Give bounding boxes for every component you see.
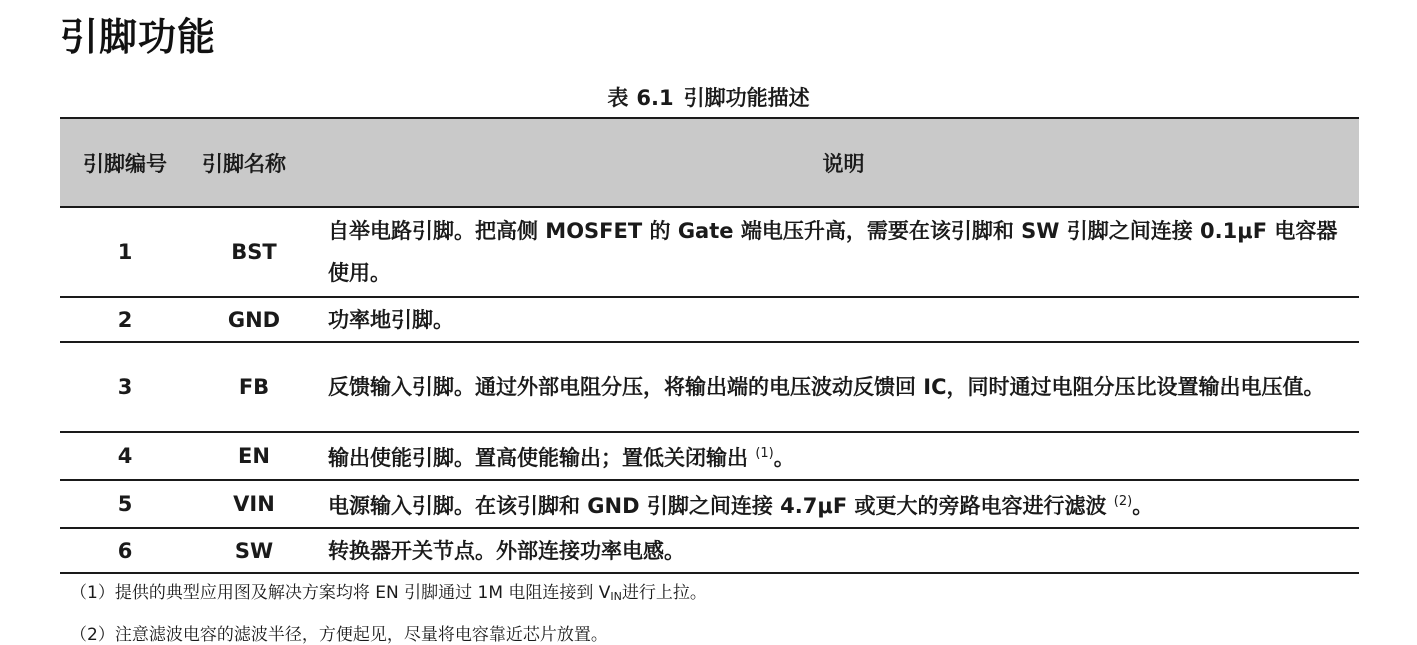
pin-number-cell: 1 — [60, 207, 190, 297]
footnote-reference: (1) — [755, 446, 774, 461]
footnote-marker: （2） — [70, 625, 115, 645]
pin-name-cell: BST — [190, 207, 328, 297]
pin-description-cell: 转换器开关节点。外部连接功率电感。 — [328, 528, 1359, 573]
table-row — [60, 432, 1359, 480]
footnote-marker: （1） — [70, 583, 115, 603]
table-caption-prefix: 表 — [607, 86, 629, 110]
footnote-subscript: IN — [610, 590, 622, 603]
table-row — [60, 480, 1359, 528]
pin-description-text: 输出使能引脚。置高使能输出；置低关闭输出 — [328, 446, 748, 470]
pin-number-cell: 4 — [60, 432, 190, 480]
footnote-1 — [70, 578, 707, 603]
pin-number-cell: 2 — [60, 297, 190, 342]
description-trailing: 。 — [1132, 494, 1154, 518]
table-row — [60, 342, 1359, 432]
table-caption-title: 引脚功能描述 — [683, 86, 810, 110]
pin-description-cell: 自举电路引脚。把高侧 MOSFET 的 Gate 端电压升高，需要在该引脚和 SW 引脚之间连接 0.1μF 电容器使用。 — [328, 207, 1359, 297]
footnote-text-after: 进行上拉。 — [621, 583, 707, 603]
description-trailing: 。 — [773, 446, 795, 470]
pin-function-table — [60, 117, 1359, 574]
pin-name-cell: FB — [190, 342, 328, 432]
footnote-text: 提供的典型应用图及解决方案均将 EN 引脚通过 1M 电阻连接到 V — [114, 583, 611, 603]
table-row — [60, 207, 1359, 297]
pin-name-cell: SW — [190, 528, 328, 573]
pin-number-cell: 6 — [60, 528, 190, 573]
pin-description-cell — [328, 432, 1359, 480]
footnote-reference: (2) — [1113, 494, 1133, 509]
pin-name-cell: GND — [190, 297, 328, 342]
footnote-text: 注意滤波电容的滤波半径，方便起见，尽量将电容靠近芯片放置。 — [114, 625, 608, 645]
table-caption-number: 6.1 — [636, 86, 674, 110]
table-header-row — [60, 118, 1359, 207]
table-row — [60, 528, 1359, 573]
pin-name-cell: EN — [190, 432, 328, 480]
header-description: 说明 — [328, 118, 1359, 207]
pin-description-cell: 功率地引脚。 — [328, 297, 1359, 342]
table-row — [60, 297, 1359, 342]
pin-number-cell: 3 — [60, 342, 190, 432]
pin-description-cell: 反馈输入引脚。通过外部电阻分压，将输出端的电压波动反馈回 IC，同时通过电阻分压比设置输出电压值。 — [328, 342, 1359, 432]
page-title: 引脚功能 — [60, 15, 217, 59]
footnote-2 — [70, 620, 608, 645]
pin-description-cell — [328, 480, 1359, 528]
table-caption — [0, 82, 1417, 112]
header-pin-number: 引脚编号 — [60, 118, 190, 207]
pin-number-cell: 5 — [60, 480, 190, 528]
pin-description-text: 电源输入引脚。在该引脚和 GND 引脚之间连接 4.7μF 或更大的旁路电容进行滤波 — [328, 494, 1107, 518]
header-pin-name: 引脚名称 — [190, 118, 328, 207]
pin-name-cell: VIN — [190, 480, 328, 528]
